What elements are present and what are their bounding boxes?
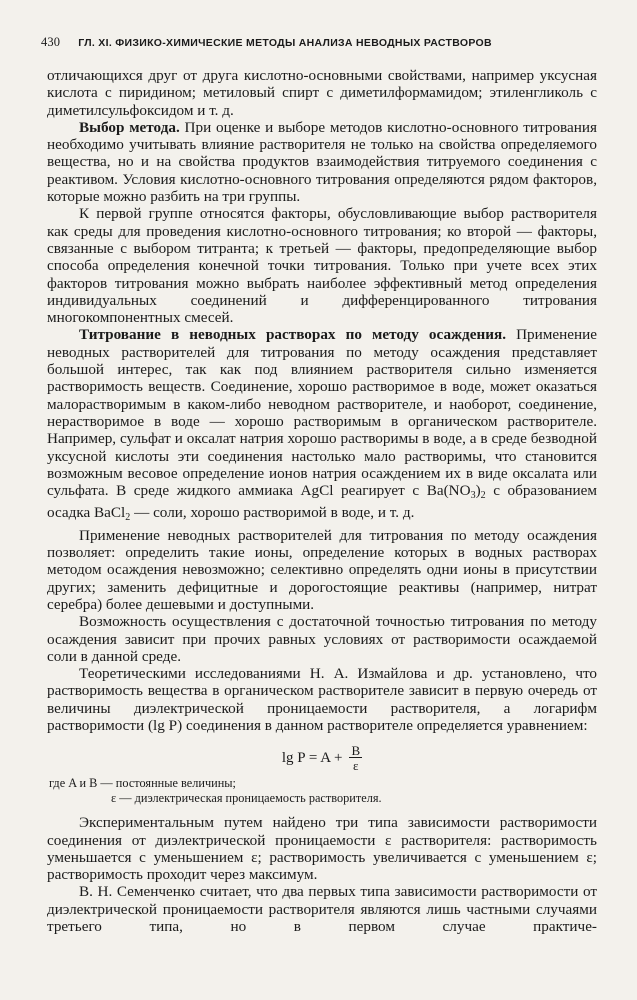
body-text — [47, 67, 597, 935]
fraction-denominator: ε — [353, 758, 359, 774]
equation — [47, 744, 597, 772]
fraction-numerator: B — [351, 743, 361, 759]
legend-line: ε — диэлектрическая проницаемость растворителя. — [111, 791, 382, 806]
run-in-heading: Титрование в неводных растворах по методу осаждения. — [79, 326, 506, 344]
equation-fraction — [349, 744, 362, 772]
paragraph: К первой группе относятся факторы, обусловливающие выбор растворителя как среды для проведения кислотно-основного титрования; ко второй — факторы, связанные с выбором титранта; к третьей — факторы, предопределяющие выбор способа определения конечной точки титрования. Только при учете всех этих факторов титрования можно выбрать наиболее эффективный метод определения индивидуальных соединений и дифференцированного титрования многокомпонентных смесей. — [47, 205, 597, 327]
run-in-heading: Выбор метода. — [79, 118, 180, 136]
equation-legend — [47, 776, 597, 806]
paragraph: Применение неводных растворителей для титрования по методу осаждения позволяет: определить такие ионы, определение которых в водных растворах методом осаждения невозможно; селективно определять одни ионы в присутствии других; заменить дефицитные и дорогостоящие реактивы (например, нитрат серебра) более дешевыми и доступными. — [47, 526, 597, 613]
equation-lhs: lg P = A + — [281, 749, 343, 766]
paragraph: отличающихся друг от друга кислотно-основными свойствами, например уксусная кислота с пиридином; метиловый спирт с диметилформамидом; этиленгликоль с диметилсульфоксидом и т. д. — [47, 67, 597, 119]
paragraph: Экспериментальным путем найдено три типа зависимости растворимости соединения от диэлектрической проницаемости ε растворителя: растворимость уменьшается с уменьшением ε; растворимость увеличивается с уменьшением ε; растворимость проходит через максимум. — [47, 814, 597, 884]
paragraph-method-choice: Выбор метода. При оценке и выборе методов кислотно-основного титрования необходимо учитывать влияние растворителя не только на свойства определяемого вещества, но и на свойства продуктов взаимодействия титруемого соединения с реактивом. Условия кислотно-основного титрования определяются рядом факторов, которые можно разбить на три группы. — [47, 118, 597, 206]
paragraph: В. Н. Семенченко считает, что два первых типа зависимости растворимости от диэлектрической проницаемости растворителя являются лишь частными случаями третьего типа, но в первом случае практиче- — [47, 883, 597, 936]
page-number: 430 — [41, 35, 61, 49]
paragraph: Возможность осуществления с достаточной точностью титрования по методу осаждения зависит при прочих равных условиях от растворимости осаждаемой соли в данной среде. — [47, 613, 597, 665]
paragraph: Теоретическими исследованиями Н. А. Измайлова и др. установлено, что растворимость вещества в органическом растворителе зависит в первую очередь от величины диэлектрической проницаемости растворителя, а логарифм растворимости (lg P) соединения в данном растворителе определяется уравнением: — [47, 665, 597, 734]
legend-line: где A и B — постоянные величины; — [49, 776, 236, 791]
paragraph-precipitation: Титрование в неводных растворах по методу осаждения. Применение неводных растворителей для титрования по методу осаждения представляет большой интерес, так как под влиянием растворителя сильно изменяется растворимость веществ. Соединение, хорошо растворимое в воде, может оказаться малорастворимым в каком-либо неводном растворителе, и наоборот, соединение, нерастворимое в воде — хорошо растворимым в органическом растворителе. Например, сульфат и оксалат натрия хорошо растворимы в воде, а в среде безводной уксусной кислоты эти соединения настолько мало растворимы, что становится возможным весовое определение ионов натрия осаждением их в виде оксалата или сульфата. В среде жидкого аммиака AgCl реагирует с $Ba(NO_3)_2$ с образованием осадка BaCl$_2$ — соли, хорошо растворимой в воде, и т. д. — [47, 326, 597, 524]
chapter-title: ГЛ. XI. ФИЗИКО-ХИМИЧЕСКИЕ МЕТОДЫ АНАЛИЗА НЕВОДНЫХ РАСТВОРОВ — [78, 37, 492, 49]
running-header — [41, 35, 607, 50]
